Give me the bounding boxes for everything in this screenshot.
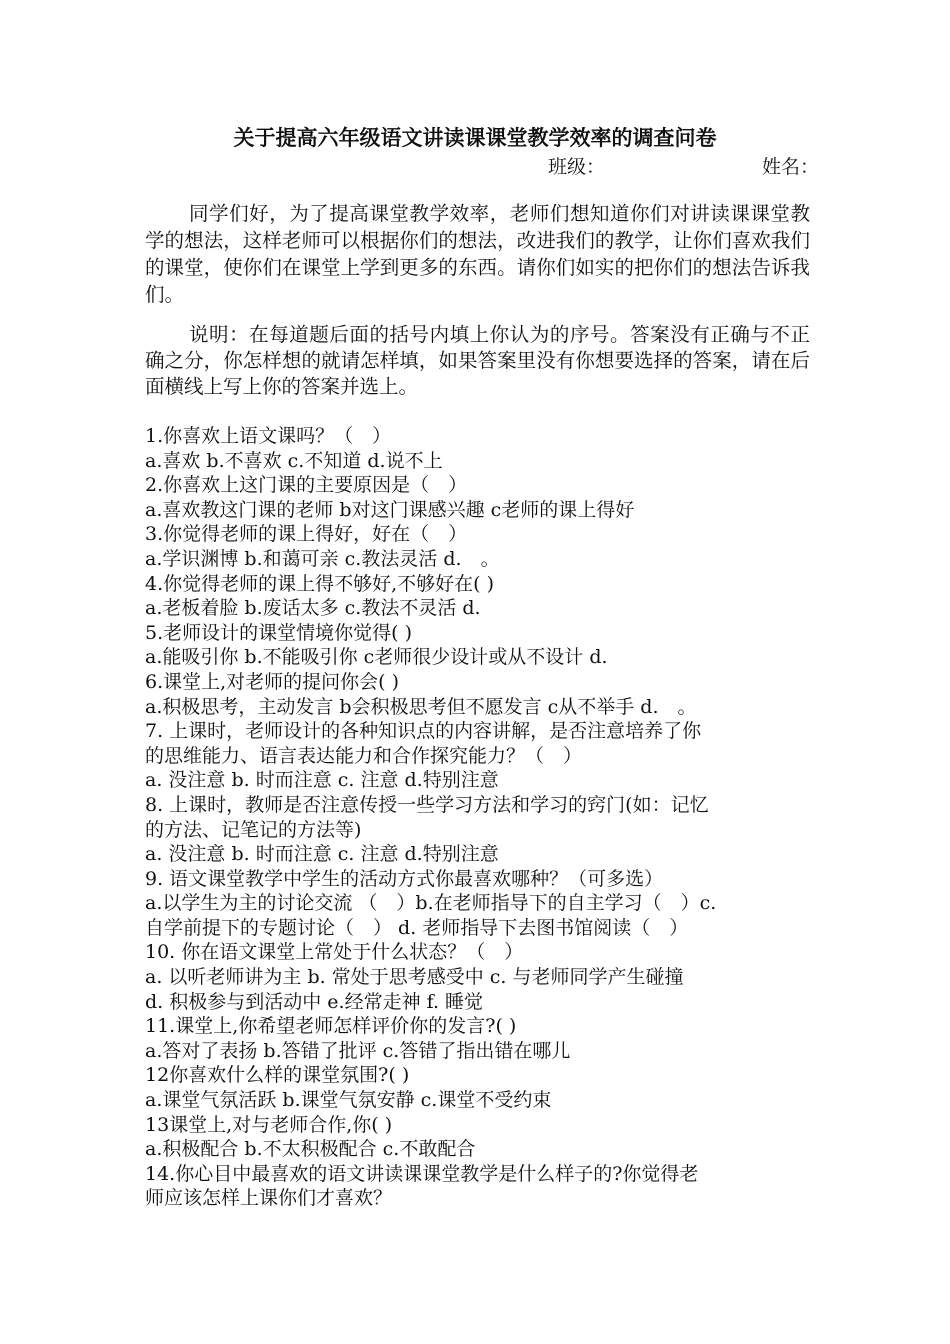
question-line: 3.你觉得老师的课上得好，好在（ ）: [145, 523, 468, 546]
question-line: 的思维能力、语言表达能力和合作探究能力？（ ）: [145, 744, 583, 767]
document-title: 关于提高六年级语文讲读课课堂教学效率的调查问卷: [233, 125, 717, 150]
question-line: a. 以听老师讲为主 b. 常处于思考感受中 c. 与老师同学产生碰撞: [145, 966, 684, 989]
question-line: a.积极思考，主动发言 b会积极思考但不愿发言 c从不举手 d. 。: [145, 695, 697, 718]
question-line: 7. 上课时，老师设计的各种知识点的内容讲解，是否注意培养了你: [145, 720, 702, 743]
question-line: 师应该怎样上课你们才喜欢？: [145, 1187, 393, 1210]
question-line: a.学识渊博 b.和蔼可亲 c.教法灵活 d. 。: [145, 547, 500, 570]
question-line: 4.你觉得老师的课上得不够好,不够好在( ): [145, 572, 495, 595]
question-line: 自学前提下的专题讨论（ ） d. 老师指导下去图书馆阅读（ ）: [145, 916, 689, 939]
question-line: a.课堂气氛活跃 b.课堂气氛安静 c.课堂不受约束: [145, 1089, 552, 1112]
question-line: a.答对了表扬 b.答错了批评 c.答错了指出错在哪儿: [145, 1039, 571, 1062]
question-line: 8. 上课时，教师是否注意传授一些学习方法和学习的窍门(如：记忆: [145, 793, 709, 816]
question-line: 2.你喜欢上这门课的主要原因是（ ）: [145, 474, 468, 497]
question-line: 12你喜欢什么样的课堂氛围?( ): [145, 1064, 410, 1087]
question-line: 的方法、记笔记的方法等): [145, 818, 362, 841]
name-label: 姓名：: [762, 156, 820, 178]
question-line: a.以学生为主的讨论交流 （ ）b.在老师指导下的自主学习（ ）c.: [145, 892, 717, 915]
question-line: 6.课堂上,对老师的提问你会( ): [145, 670, 400, 693]
question-line: a.能吸引你 b.不能吸引你 c老师很少设计或从不设计 d.: [145, 646, 608, 669]
question-line: 1.你喜欢上语文课吗？（ ）: [145, 425, 392, 447]
question-line: 10. 你在语文课堂上常处于什么状态？（ ）: [145, 941, 524, 964]
question-line: 9. 语文课堂教学中学生的活动方式你最喜欢哪种？（可多选）: [145, 867, 664, 890]
question-list: [145, 424, 810, 1211]
class-label: 班级：: [548, 156, 606, 178]
question-line: a. 没注意 b. 时而注意 c. 注意 d.特别注意: [145, 769, 499, 792]
question-line: a. 没注意 b. 时而注意 c. 注意 d.特别注意: [145, 843, 499, 866]
question-line: 5.老师设计的课堂情境你觉得( ): [145, 621, 412, 644]
question-line: 14.你心目中最喜欢的语文讲读课课堂教学是什么样子的?你觉得老: [145, 1162, 699, 1185]
question-line: a.老板着脸 b.废话太多 c.教法不灵活 d.: [145, 597, 481, 620]
question-line: a.积极配合 b.不太积极配合 c.不敢配合: [145, 1138, 476, 1161]
question-line: d. 积极参与到活动中 e.经常走神 f. 睡觉: [145, 990, 484, 1013]
intro-paragraph: 同学们好，为了提高课堂教学效率，老师们想知道你们对讲读课课堂教学的想法，这样老师可以根据你们的想法，改进我们的教学，让你们喜欢我们的课堂，使你们在课堂上学到更多的东西。请你们如实的把你们的想法告诉我们。: [145, 202, 810, 306]
question-line: 11.课堂上,你希望老师怎样评价你的发言?( ): [145, 1015, 517, 1038]
instructions-paragraph: 说明：在每道题后面的括号内填上你认为的序号。答案没有正确与不正确之分，你怎样想的就请怎样填，如果答案里没有你想要选择的答案，请在后面横线上写上你的答案并选上。: [145, 323, 810, 398]
question-line: a.喜欢 b.不喜欢 c.不知道 d.说不上: [145, 449, 443, 472]
question-line: 13课堂上,对与老师合作,你( ): [145, 1113, 393, 1136]
question-line: a.喜欢教这门课的老师 b对这门课感兴趣 c老师的课上得好: [145, 498, 635, 521]
